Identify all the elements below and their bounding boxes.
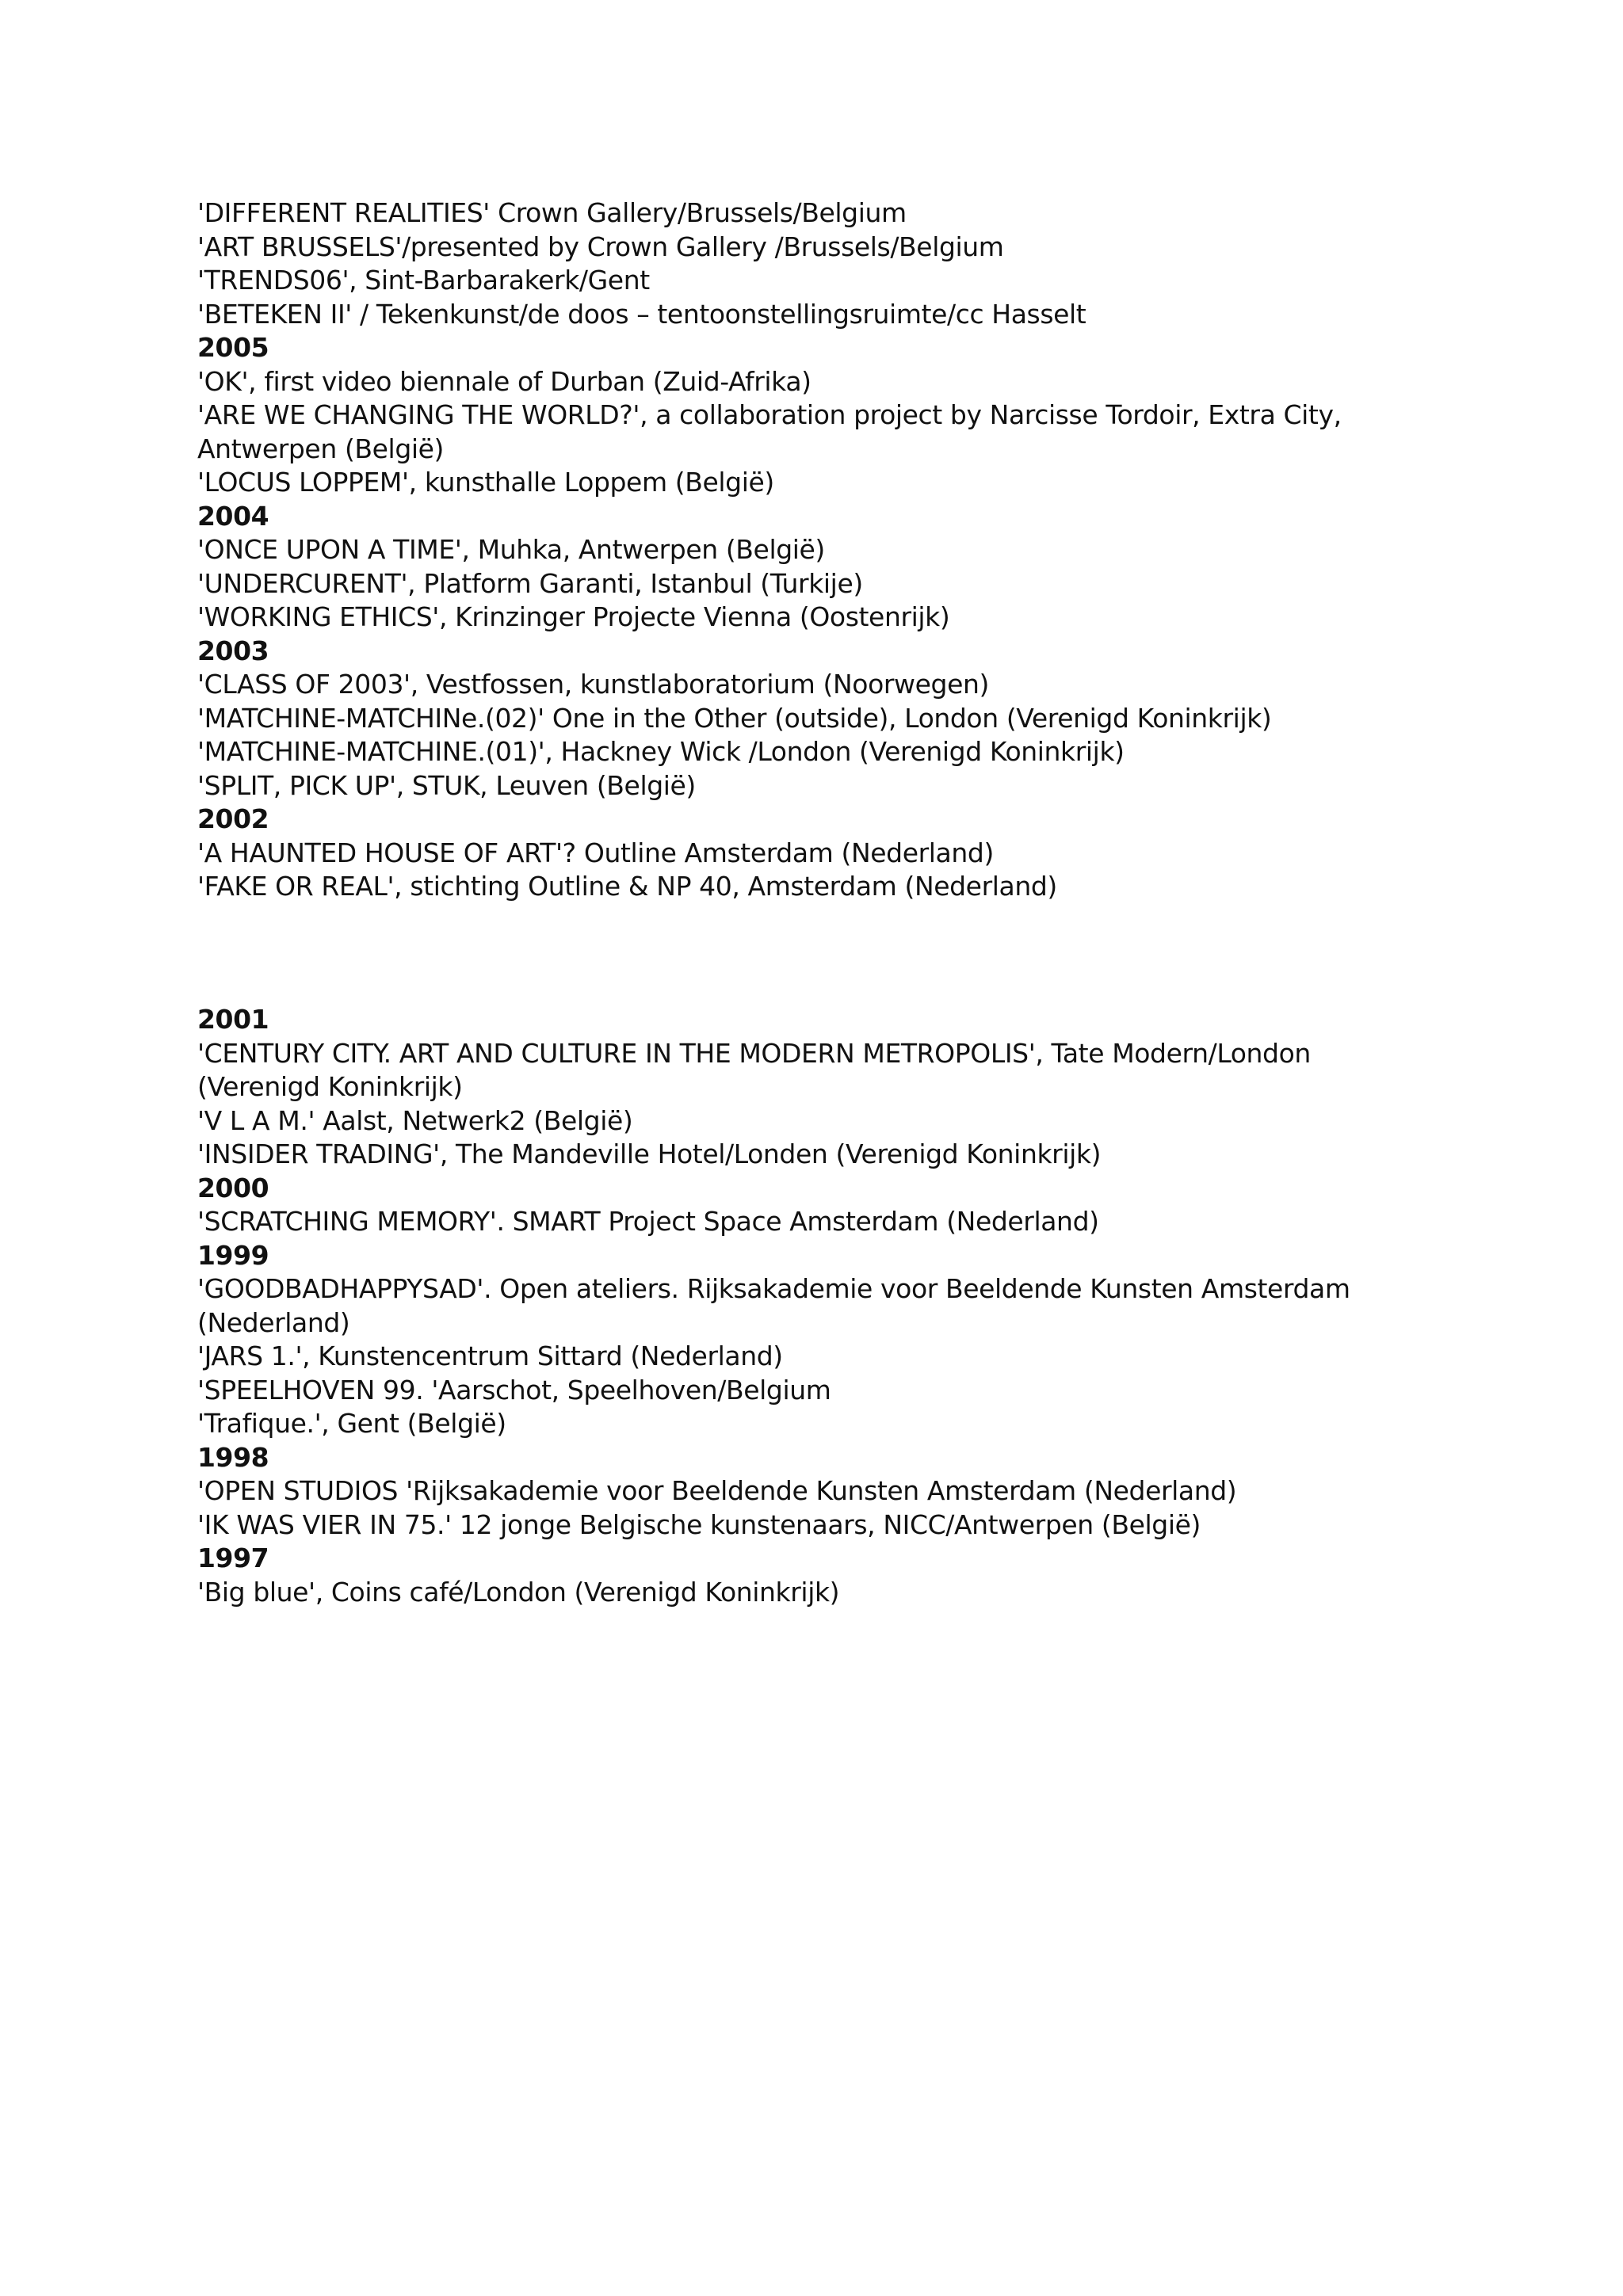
exhibition-entry: 'BETEKEN II' / Tekenkunst/de doos – tentoonstellingsruimte/cc Hasselt	[197, 298, 1086, 330]
exhibition-entry: 'INSIDER TRADING', The Mandeville Hotel/Londen (Verenigd Koninkrijk)	[197, 1138, 1102, 1169]
exhibition-entry: 'SCRATCHING MEMORY'. SMART Project Space Amsterdam (Nederland)	[197, 1206, 1099, 1237]
exhibition-entry: 'WORKING ETHICS', Krinzinger Projecte Vienna (Oostenrijk)	[197, 601, 950, 632]
year-heading: 2001	[197, 1004, 269, 1035]
exhibition-entry: 'V L A M.' Aalst, Netwerk2 (België)	[197, 1104, 633, 1136]
exhibition-entry: 'LOCUS LOPPEM', kunsthalle Loppem (België)	[197, 467, 774, 498]
exhibition-entry: 'JARS 1.', Kunstencentrum Sittard (Nederland)	[197, 1341, 783, 1371]
exhibition-entry: 'IK WAS VIER IN 75.' 12 jonge Belgische kunstenaars, NICC/Antwerpen (België)	[197, 1508, 1201, 1540]
exhibition-entry: 'SPLIT, PICK UP', STUK, Leuven (België)	[197, 769, 696, 801]
exhibition-entry: 'A HAUNTED HOUSE OF ART'? Outline Amsterdam (Nederland)	[197, 837, 994, 868]
exhibition-entry: 'GOODBADHAPPYSAD'. Open ateliers. Rijksakademie voor Beeldende Kunsten Amsterdam	[197, 1273, 1350, 1304]
exhibition-entry: Antwerpen (België)	[197, 433, 445, 464]
exhibition-entry: (Verenigd Koninkrijk)	[197, 1071, 463, 1102]
exhibition-entry: 'MATCHINE-MATCHINE.(01)', Hackney Wick /London (Verenigd Koninkrijk)	[197, 736, 1125, 767]
exhibition-entry: 'ART BRUSSELS'/presented by Crown Gallery /Brussels/Belgium	[197, 231, 1004, 262]
exhibition-entry: 'Big blue', Coins café/London (Verenigd Koninkrijk)	[197, 1576, 840, 1608]
year-heading: 1999	[197, 1239, 269, 1271]
exhibition-entry: 'ARE WE CHANGING THE WORLD?', a collaboration project by Narcisse Tordoir, Extra City,	[197, 399, 1342, 430]
exhibition-entry: (Nederland)	[197, 1306, 350, 1338]
year-heading: 2000	[197, 1172, 269, 1203]
exhibition-entry: 'OPEN STUDIOS 'Rijksakademie voor Beeldende Kunsten Amsterdam (Nederland)	[197, 1475, 1237, 1506]
exhibition-entry: 'UNDERCURENT', Platform Garanti, Istanbul (Turkije)	[197, 567, 863, 599]
exhibition-entry: 'ONCE UPON A TIME', Muhka, Antwerpen (België)	[197, 534, 825, 565]
exhibition-entry: 'OK', first video biennale of Durban (Zuid-Afrika)	[197, 365, 812, 397]
year-heading: 2002	[197, 803, 269, 834]
exhibition-list-part-2	[197, 1003, 1434, 1609]
exhibition-entry: 'TRENDS06', Sint-Barbarakerk/Gent	[197, 265, 650, 296]
exhibition-entry: 'MATCHINE-MATCHINe.(02)' One in the Other (outside), London (Verenigd Koninkrijk)	[197, 702, 1272, 734]
year-heading: 1997	[197, 1543, 269, 1573]
year-heading: 2004	[197, 500, 269, 532]
year-heading: 2005	[197, 332, 269, 363]
year-heading: 1998	[197, 1441, 269, 1473]
year-heading: 2003	[197, 635, 269, 666]
exhibition-list-part-1	[197, 196, 1434, 904]
exhibition-entry: 'FAKE OR REAL', stichting Outline & NP 40, Amsterdam (Nederland)	[197, 871, 1057, 902]
exhibition-entry: 'CENTURY CITY. ART AND CULTURE IN THE MODERN METROPOLIS', Tate Modern/London	[197, 1037, 1311, 1069]
exhibition-entry: 'Trafique.', Gent (België)	[197, 1408, 506, 1439]
exhibition-entry: 'SPEELHOVEN 99. 'Aarschot, Speelhoven/Belgium	[197, 1374, 831, 1405]
exhibition-entry: 'CLASS OF 2003', Vestfossen, kunstlaboratorium (Noorwegen)	[197, 669, 989, 700]
exhibition-entry: 'DIFFERENT REALITIES' Crown Gallery/Brussels/Belgium	[197, 197, 907, 228]
